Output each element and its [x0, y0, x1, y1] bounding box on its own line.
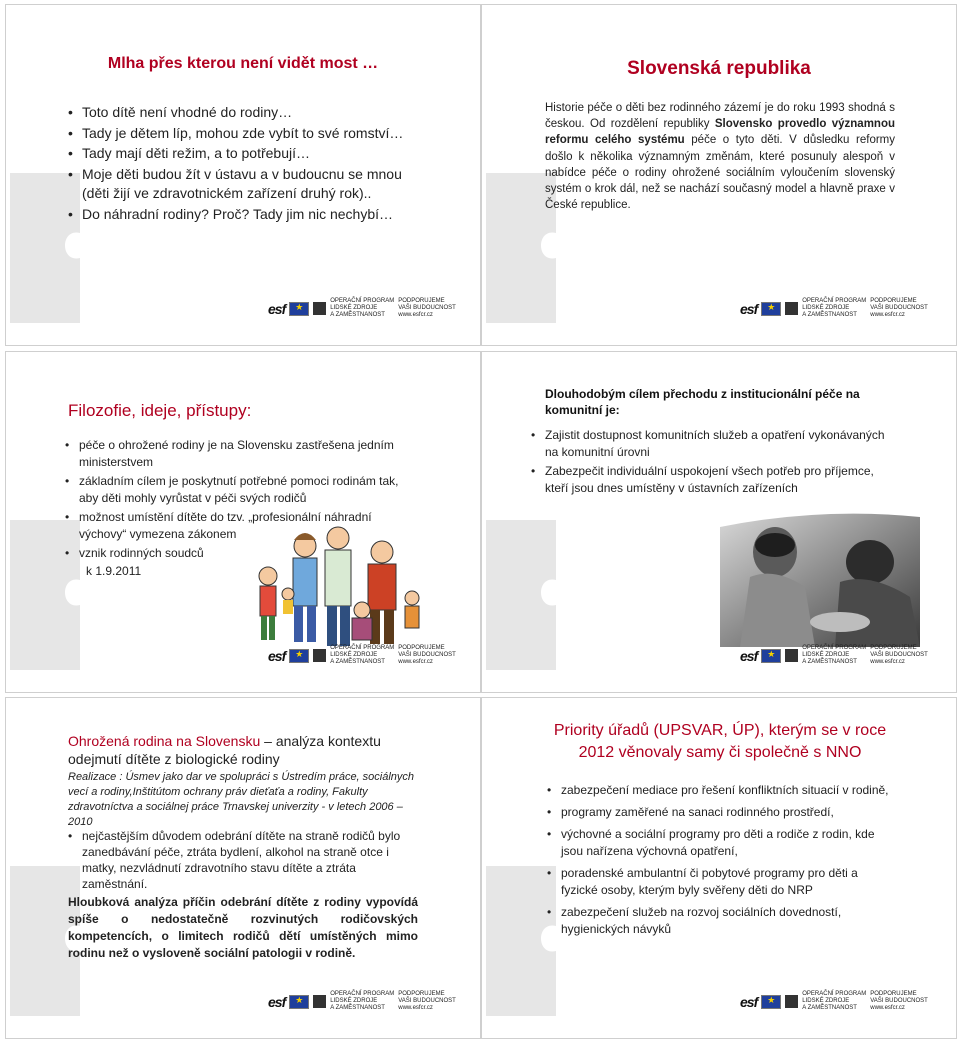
ministry-logo-icon	[313, 995, 326, 1008]
children-photo-image	[720, 507, 920, 647]
eu-flag-icon	[761, 649, 781, 663]
list-item: • Zabezpečit individuální uspokojení všech potřeb pro příjemce, kteří jsou dnes umístěny v ústavních zařízeních	[545, 463, 885, 496]
list-item: • základním cílem je poskytnutí potřebné pomoci rodinám tak, aby děti mohly vyrůstat v péči svých rodičů	[79, 473, 419, 507]
eu-flag-icon	[289, 995, 309, 1009]
puzzle-decoration-icon	[10, 520, 90, 670]
esf-logo: esf	[740, 647, 758, 664]
eu-flag-icon	[761, 302, 781, 316]
slide-title: Slovenská republika	[627, 58, 811, 79]
footer-logos	[268, 991, 456, 1012]
footer-logos	[740, 298, 928, 319]
bullet-list	[561, 782, 891, 943]
conclusion-text: Hloubková analýza příčin odebrání dítěte z rodiny vypovídá spíše o nedostatečně rozvinutých rodičovských kompetencích, o limitech rodičů dětí umístěných mimo rodinu než o vysloveně sociální patologii v rodině.	[68, 895, 418, 960]
slide-4	[481, 351, 957, 693]
slide-title: Ohrožená rodina na Slovensku – analýza kontextu odejmutí dítěte z biologické rodiny	[68, 733, 381, 767]
slide-title: Filozofie, ideje, přístupy:	[68, 401, 252, 420]
slide-1	[5, 4, 481, 346]
slide-paragraph: Historie péče o děti bez rodinného zázemí je do roku 1993 shodná s českou. Od rozdělení republiky Slovensko provedlo významnou reformu celého systému péče o tyto děti. V důsledku reformy došlo k několika významným změnám, které posunuly alespoň v nabídce péče o rodiny ohrožené sociálním vyloučením slovenský systém o krok dál, než se nachází současný model a hlavně praxe v České republice.	[545, 102, 896, 212]
footer-logos	[740, 645, 928, 666]
ministry-logo-icon	[785, 995, 798, 1008]
eu-flag-icon	[289, 302, 309, 316]
list-item: • Tady je dětem líp, mohou zde vybít to své romství…	[82, 124, 422, 144]
list-item: • výchovné a sociální programy pro děti a rodiče z rodin, kde jsou nařízena výchovná opatření,	[561, 826, 891, 860]
list-item: • nejčastějším důvodem odebrání dítěte na straně rodičů bylo zanedbávání péče, ztráta bydlení, alkohol na straně otce i matky, nezvládnutí zdravotního stavu dítěte a ztráta zaměstnání.	[82, 828, 422, 892]
slide-5	[5, 697, 481, 1039]
date-note: k 1.9.2011	[86, 564, 142, 578]
slide-title: Mlha přes kterou není vidět most …	[107, 55, 379, 72]
list-item: • programy zaměřené na sanaci rodinného prostředí,	[561, 804, 891, 821]
footer-logos	[740, 991, 928, 1012]
support-logo-text: PODPORUJEME VAŠI BUDOUCNOST www.esfcr.cz	[870, 991, 928, 1011]
ministry-logo-icon	[313, 302, 326, 315]
footer-logos	[268, 645, 456, 666]
footer-logos	[268, 298, 456, 319]
op-logo-text: OPERAČNÍ PROGRAM LIDSKÉ ZDROJE A ZAMĚSTNANOST	[330, 298, 395, 318]
slide-2	[481, 4, 957, 346]
study-note: Realizace : Úsmev jako dar ve spolupráci s Ústredím práce, sociálnych vecí a rodiny,Inštitútom ochrany práv dieťaťa a rodiny, Fakulty zdravotníctva a sociálnej práce Trnavskej univerzity - v letech 2006 – 2010	[68, 771, 415, 828]
list-item: • Toto dítě není vhodné do rodiny…	[82, 103, 422, 123]
op-logo-text: OPERAČNÍ PROGRAM LIDSKÉ ZDROJE A ZAMĚSTNANOST	[802, 298, 867, 318]
eu-flag-icon	[761, 995, 781, 1009]
support-logo-text: PODPORUJEME VAŠI BUDOUCNOST www.esfcr.cz	[870, 645, 928, 665]
slide-3	[5, 351, 481, 693]
list-item: • poradenské ambulantní či pobytové programy pro děti a fyzické osoby, kterým byly svěřeny děti do NRP	[561, 865, 891, 899]
ministry-logo-icon	[785, 302, 798, 315]
bullet-list	[82, 103, 422, 225]
puzzle-decoration-icon	[10, 173, 90, 323]
family-drawing-image	[250, 524, 425, 654]
puzzle-decoration-icon	[486, 866, 566, 1016]
list-item: • Tady mají děti režim, a to potřebují…	[82, 144, 422, 164]
support-logo-text: PODPORUJEME VAŠI BUDOUCNOST www.esfcr.cz	[870, 298, 928, 318]
bullet-list	[545, 427, 885, 499]
ministry-logo-icon	[785, 649, 798, 662]
slide-title: Priority úřadů (UPSVAR, ÚP), kterým se v roce 2012 věnovaly samy či společně s NNO	[553, 722, 887, 761]
list-item: • Do náhradní rodiny? Proč? Tady jim nic nechybí…	[82, 205, 422, 225]
esf-logo: esf	[740, 993, 758, 1010]
list-item: • vznik rodinných soudců	[79, 545, 419, 562]
op-logo-text: OPERAČNÍ PROGRAM LIDSKÉ ZDROJE A ZAMĚSTNANOST	[802, 645, 867, 665]
support-logo-text: PODPORUJEME VAŠI BUDOUCNOST www.esfcr.cz	[398, 298, 456, 318]
slide-title: Dlouhodobým cílem přechodu z institucionální péče na komunitní je:	[545, 387, 860, 417]
list-item: • možnost umístění dítěte do tzv. „profesionální náhradní výchovy“ vymezena zákonem	[79, 509, 419, 543]
esf-logo: esf	[268, 300, 286, 317]
eu-flag-icon	[289, 649, 309, 663]
esf-logo: esf	[268, 647, 286, 664]
op-logo-text: OPERAČNÍ PROGRAM LIDSKÉ ZDROJE A ZAMĚSTNANOST	[802, 991, 867, 1011]
puzzle-decoration-icon	[486, 520, 566, 670]
support-logo-text: PODPORUJEME VAŠI BUDOUCNOST www.esfcr.cz	[398, 991, 456, 1011]
list-item: • Moje děti budou žít v ústavu a v budoucnu se mnou (děti žijí ve zdravotnickém zařízení druhý rok)..	[82, 165, 422, 204]
ministry-logo-icon	[313, 649, 326, 662]
slide-6	[481, 697, 957, 1039]
list-item: • zabezpečení mediace pro řešení konfliktních situacií v rodině,	[561, 782, 891, 799]
esf-logo: esf	[740, 300, 758, 317]
op-logo-text: OPERAČNÍ PROGRAM LIDSKÉ ZDROJE A ZAMĚSTNANOST	[330, 991, 395, 1011]
list-item: • péče o ohrožené rodiny je na Slovensku zastřešena jedním ministerstvem	[79, 437, 419, 471]
list-item: • Zajistit dostupnost komunitních služeb a opatření vykonávaných na komunitní úrovni	[545, 427, 885, 460]
support-logo-text: PODPORUJEME VAŠI BUDOUCNOST www.esfcr.cz	[398, 645, 456, 665]
esf-logo: esf	[268, 993, 286, 1010]
bullet-list	[82, 828, 422, 892]
op-logo-text: OPERAČNÍ PROGRAM LIDSKÉ ZDROJE A ZAMĚSTNANOST	[330, 645, 395, 665]
list-item: • zabezpečení služeb na rozvoj sociálních dovedností, hygienických návyků	[561, 904, 891, 938]
